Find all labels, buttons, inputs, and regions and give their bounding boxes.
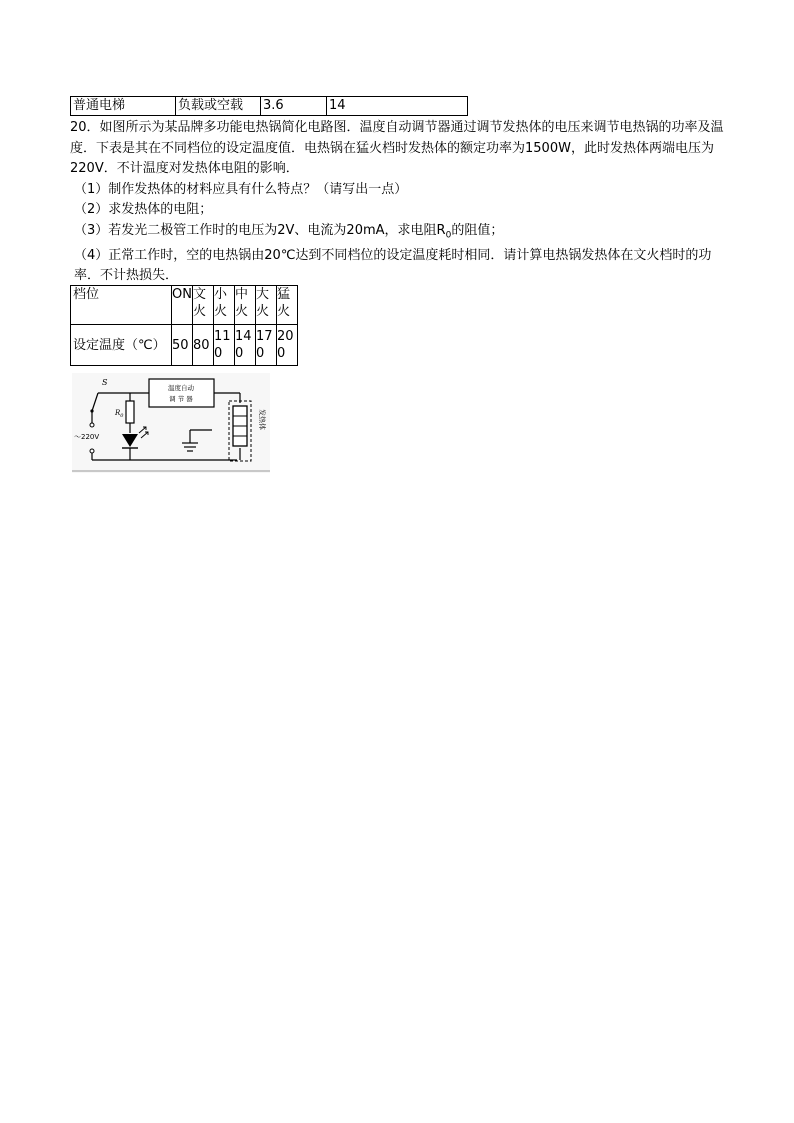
table-cell: 14 <box>327 97 468 116</box>
sub-question-1: （1）制作发热体的材料应具有什么特点？（请写出一点） <box>74 181 408 197</box>
switch-label: S <box>102 378 108 387</box>
temperature-cell: 50 <box>172 325 193 366</box>
subscript: 0 <box>445 230 452 241</box>
circuit-diagram <box>72 373 270 473</box>
voltage-label: ～220V <box>74 433 100 441</box>
gear-header-cell: 中火 <box>235 286 256 325</box>
table-row <box>71 286 298 325</box>
gear-header-cell: 大火 <box>256 286 277 325</box>
table-cell: 普通电梯 <box>71 97 176 116</box>
heater-label: 发热体 <box>258 409 266 430</box>
table-row <box>71 325 298 366</box>
temperature-cell: 110 <box>214 325 235 366</box>
gear-temperature-table <box>70 285 298 366</box>
resistor-r0 <box>126 401 134 423</box>
temperature-cell: 170 <box>256 325 277 366</box>
gear-header-label: 档位 <box>71 286 172 325</box>
sub-question-2: （2）求发热体的电阻； <box>74 202 213 217</box>
table-cell: 3.6 <box>261 97 327 116</box>
question-20 <box>70 118 730 287</box>
gear-header-cell: ON <box>172 286 193 325</box>
sub-question-3 <box>70 221 730 246</box>
terminal-top <box>90 423 94 427</box>
table-cell: 负载或空载 <box>176 97 261 116</box>
question-intro: 20．如图所示为某品牌多功能电热锅简化电路图．温度自动调节器通过调节发热体的电压来调节电热锅的功率及温度．下表是其在不同档位的设定温度值．电热锅在猛火档时发热体的额定功率为1500W，此时发热体两端电压为220V．不计温度对发热体电阻的影响． <box>70 120 724 176</box>
gear-header-cell: 猛火 <box>277 286 298 325</box>
table-row <box>71 97 468 116</box>
terminal-bottom <box>90 449 94 453</box>
sub-question-3-post: 的阻值； <box>451 222 504 238</box>
elevator-table <box>70 96 468 116</box>
gear-header-cell: 文火 <box>193 286 214 325</box>
switch-pivot <box>90 409 93 412</box>
temperature-cell: 200 <box>277 325 298 366</box>
temperature-cell: 140 <box>235 325 256 366</box>
gear-header-cell: 小火 <box>214 286 235 325</box>
sub-question-4: （4）正常工作时，空的电热锅由20℃达到不同档位的设定温度耗时相同．请计算电热锅发热体在文火档时的功率．不计热损失． <box>74 247 712 284</box>
temperature-cell: 80 <box>193 325 214 366</box>
sub-question-3-pre: （3）若发光二极管工作时的电压为2V、电流为20mA，求电阻R <box>74 222 446 238</box>
temperature-row-label: 设定温度（℃） <box>71 325 172 366</box>
regulator-label-1: 温度自动 <box>168 384 194 392</box>
resistor-label: $R_0$ <box>115 409 124 419</box>
regulator-label-2: 调 节 器 <box>169 395 193 403</box>
